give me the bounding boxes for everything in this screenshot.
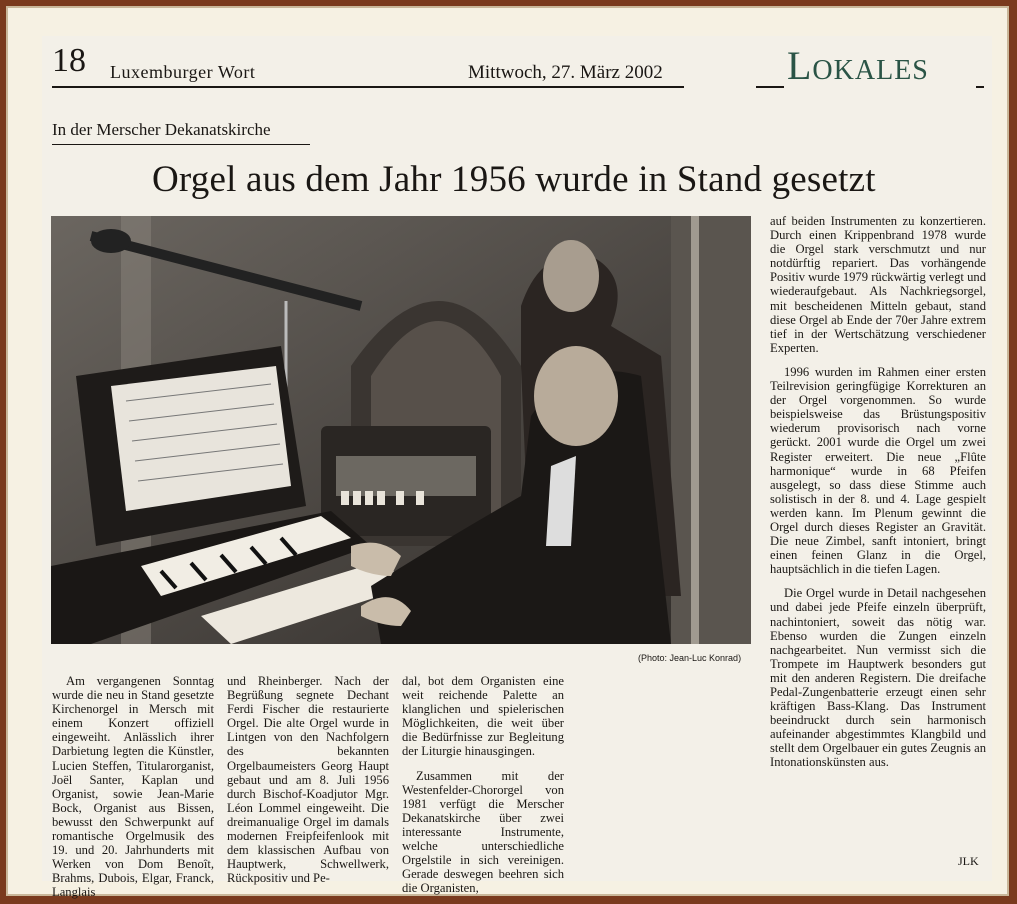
newspaper-clipping [42, 36, 992, 900]
author-signature: JLK [958, 854, 979, 868]
section-rule-right [976, 86, 984, 88]
article-column-4 [770, 214, 986, 780]
column-3-text-b: Zusammen mit der Westenfelder-Chororgel von 1981 verfügt die Merscher Dekanatskirche über zwei interessante Instrumente, welche unterschiedliche Orgelstile in sich vereinigen. Gerade deswegen beehren sich die Organisten, [402, 768, 564, 896]
column-3-text-a: dal, bot dem Organisten eine weit reichende Palette an klanglichen und spielerischen Möglichkeiten, die weit über die Bedürfnisse zur Begleitung der Liturgie hinausgingen. [402, 674, 564, 759]
article-column-2 [227, 674, 389, 885]
column-1-text: Am vergangenen Sonntag wurde die neu in Stand gesetzte Kirchenorgel in Mersch mit einem Konzert offiziell eingeweiht. Anlässlich ihrer Darbietung legten die Künstler, Lucien Steffen, Titularorganist, Joël Santer, Kaplan und Organist, sowie Jean-Marie Bock, Organist aus Bissen, bewusst den Schwerpunkt auf romantische Orgelmusik des 19. und 20. Jahrhunderts mit Werken von Dom Benoît, Brahms, Dubois, Elgar, Franck, Langlais [52, 674, 214, 900]
section-rule-left [756, 86, 784, 88]
column-4-text-c: Die Orgel wurde in Detail nachgesehen und dabei jede Pfeife einzeln überprüft, nachintoniert, soweit das nötig war. Ebenso wurden die Zungen einzeln nachgearbeitet. Nun vermisst sich die Trompete im Hauptwerk besonders gut mit den anderen Registern. Die dreifache Pedal-Zungenbatterie erzeugt einen sehr kräftigen Bass-Klang. Das Instrument beeindruckt durch sein harmonisch aufeinander abgestimmtes Klangbild und stellt dem Orgelbauer ein gutes Zeugnis an Intonationskünsten aus. [770, 586, 986, 770]
masthead-rule [52, 86, 684, 88]
column-4-text-a: auf beiden Instrumenten zu konzertieren. Durch einen Krippenbrand 1978 wurde die Orgel stark verschmutzt und nur notdürftig repariert. Das vorhängende Positiv wurde 1979 rückwärtig verlegt und wiederaufgebaut. Als Nachkriegsorgel, mit bescheidenen Mitteln gebaut, stand diese Orgel ab Ende der 70er Jahre extrem tief in der Wertschätzung verschiedener Experten. [770, 214, 986, 355]
article-column-1 [52, 674, 214, 900]
issue-date: Mittwoch, 27. März 2002 [468, 62, 663, 83]
page-number: 18 [52, 42, 86, 79]
newspaper-name: Luxemburger Wort [110, 62, 256, 82]
photo-caption: (Photo: Jean-Luc Konrad) [638, 653, 742, 663]
article-kicker: In der Merscher Dekanatskirche [52, 120, 271, 139]
article-column-3 [402, 674, 564, 895]
column-2-text: und Rheinberger. Nach der Begrüßung segnete Dechant Ferdi Fischer die restaurierte Orgel. Die alte Orgel wurde in Lintgen von den Nachfolgern des bekannten Orgelbaumeisters Georg Haupt gebaut und am 8. Juli 1956 durch Bischof-Koadjutor Mgr. Léon Lommel eingeweiht. Die dreimanualige Orgel im damals modernen Freipfeifenlook mit dem klassischen Aufbau von Hauptwerk, Schwellwerk, Rückpositiv und Pe- [227, 674, 389, 886]
article-photo [51, 216, 751, 644]
section-title: Lokales [787, 43, 929, 88]
column-4-text-b: 1996 wurden im Rahmen einer ersten Teilrevision geringfügige Korrekturen an der Orgel vorgenommen. So wurde beispielsweise das Brüstungspositiv wiederum provisorisch nach vorne gerückt. 2001 wurde die Orgel um zwei Register erweitert. Die neue „Flûte harmonique“ wurde in 68 Pfeifen ausgelegt, so dass diese Stimme auch solistisch in der 8. und 4. Lage gespielt werden kann. Im Plenum gewinnt die Orgel durch dieses Register an Gravität. Die neue Zimbel, sanft intoniert, bringt einen feinen Glanz in die Orgel, hauptsächlich in die tiefen Lagen. [770, 364, 986, 577]
article-headline: Orgel aus dem Jahr 1956 wurde in Stand gesetzt [152, 159, 876, 200]
kicker-underline [52, 144, 310, 145]
page-frame [6, 6, 1009, 900]
